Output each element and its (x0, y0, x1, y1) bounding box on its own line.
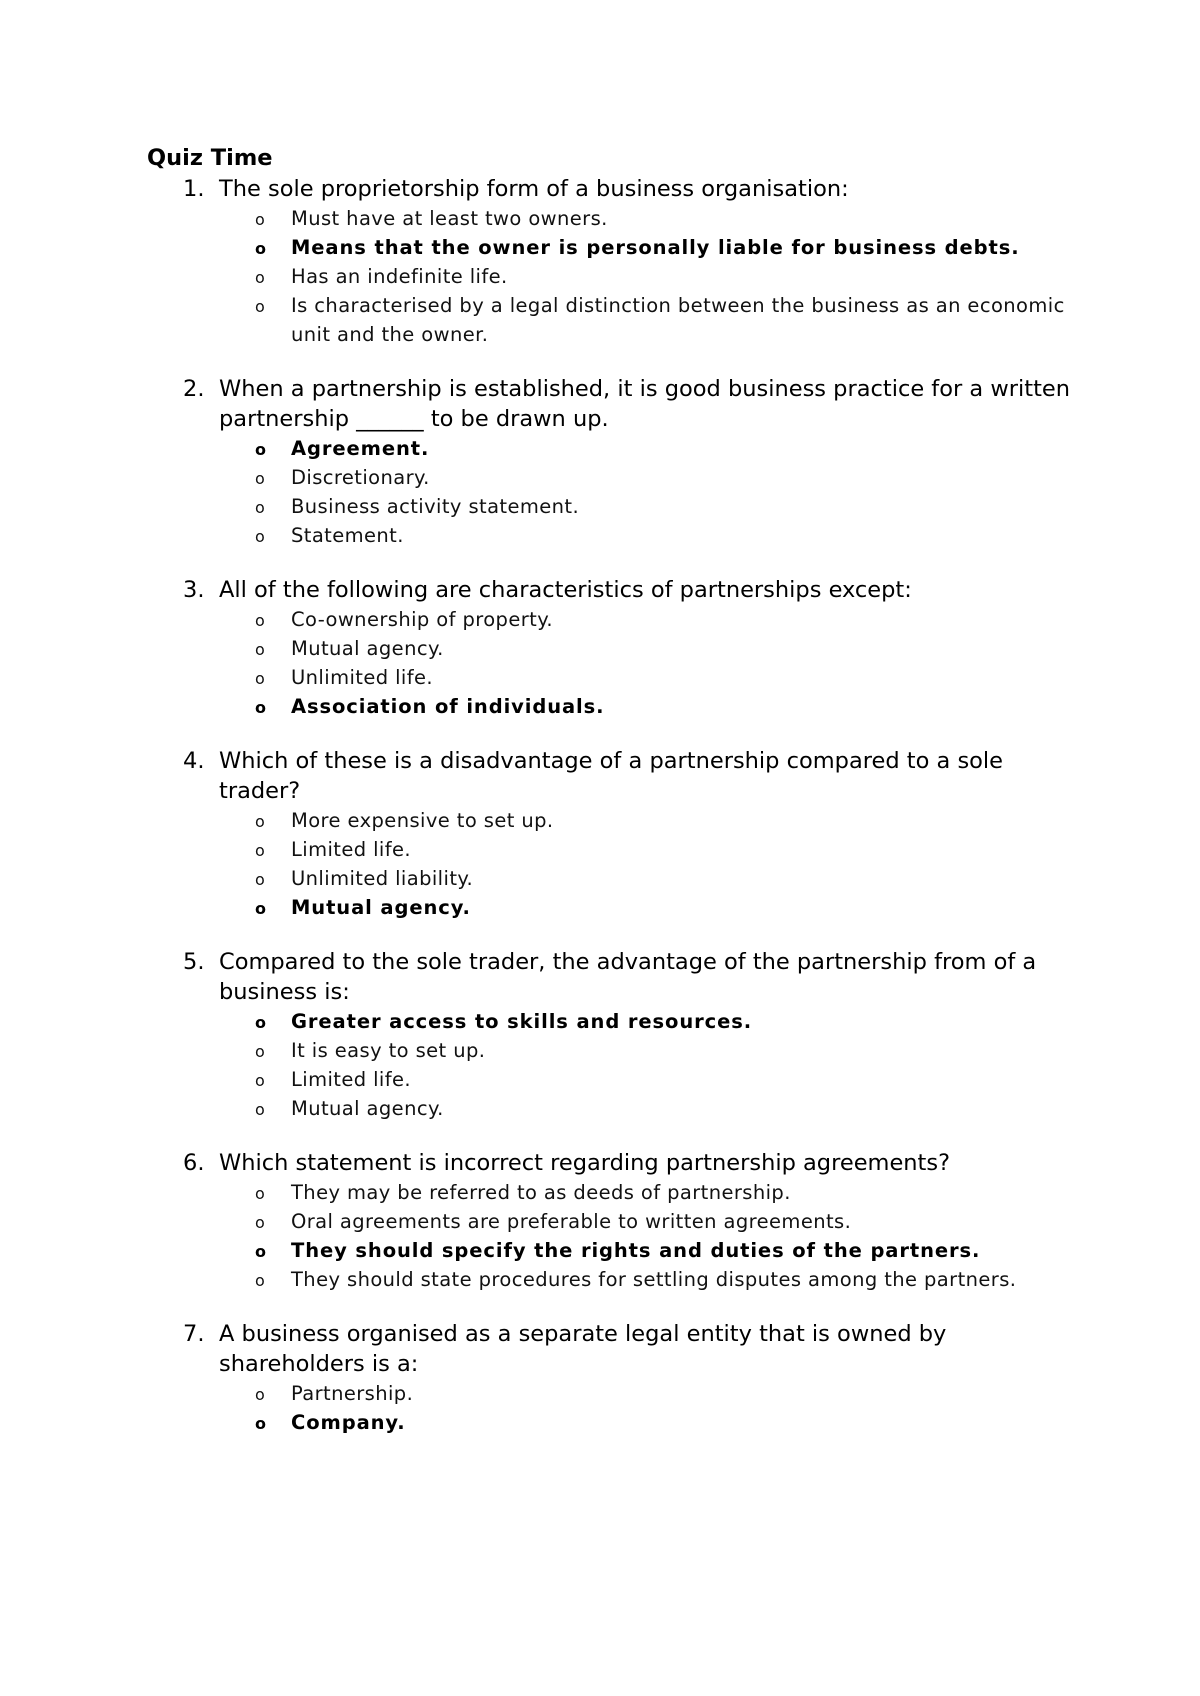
bullet-icon: o (255, 469, 265, 488)
option-item (147, 521, 1077, 550)
option-list (147, 204, 1077, 349)
bullet-icon: o (255, 210, 265, 229)
option-text: Statement. (291, 524, 404, 547)
option-list (147, 1007, 1077, 1123)
question-prompt: Which of these is a disadvantage of a partnership compared to a sole trader? (219, 748, 1004, 804)
option-item (147, 291, 1077, 349)
option-text: They should specify the rights and duties of the partners. (291, 1239, 981, 1262)
question-prompt: The sole proprietorship form of a business organisation: (219, 176, 849, 202)
option-text: Partnership. (291, 1382, 414, 1405)
question-4 (147, 746, 1077, 922)
option-list (147, 605, 1077, 721)
bullet-icon: o (255, 297, 265, 316)
question-number: 5. (183, 949, 205, 975)
question-text (147, 174, 1077, 204)
option-list (147, 806, 1077, 922)
question-prompt: A business organised as a separate legal entity that is owned by shareholders is a: (219, 1321, 947, 1377)
option-text: Mutual agency. (291, 1097, 444, 1120)
option-item (147, 1207, 1077, 1236)
quiz-title: Quiz Time (147, 145, 273, 171)
option-text: Mutual agency. (291, 637, 444, 660)
bullet-icon: o (255, 1271, 265, 1290)
bullet-icon: o (255, 611, 265, 630)
question-text (147, 575, 1077, 605)
quiz-document (147, 142, 1077, 1437)
option-text: Discretionary. (291, 466, 430, 489)
question-number: 1. (183, 176, 205, 202)
bullet-icon: o (255, 1414, 266, 1433)
question-5 (147, 947, 1077, 1123)
bullet-icon: o (255, 640, 265, 659)
option-text: Agreement. (291, 437, 430, 460)
option-text: They may be referred to as deeds of partnership. (291, 1181, 791, 1204)
option-text: Unlimited life. (291, 666, 433, 689)
bullet-icon: o (255, 669, 265, 688)
option-text: Unlimited liability. (291, 867, 474, 890)
option-item (147, 835, 1077, 864)
question-number: 4. (183, 748, 205, 774)
option-text: Means that the owner is personally liable for business debts. (291, 236, 1020, 259)
option-item-correct (147, 233, 1077, 262)
bullet-icon: o (255, 870, 265, 889)
option-item (147, 204, 1077, 233)
option-text: More expensive to set up. (291, 809, 554, 832)
option-text: Is characterised by a legal distinction between the business as an economic unit and the owner. (291, 294, 1065, 346)
bullet-icon: o (255, 1042, 265, 1061)
question-text (147, 1148, 1077, 1178)
option-item (147, 262, 1077, 291)
bullet-icon: o (255, 1100, 265, 1119)
option-text: Oral agreements are preferable to written agreements. (291, 1210, 852, 1233)
option-item-correct (147, 692, 1077, 721)
bullet-icon: o (255, 1071, 265, 1090)
question-number: 7. (183, 1321, 205, 1347)
option-list (147, 434, 1077, 550)
option-text: Mutual agency. (291, 896, 471, 919)
bullet-icon: o (255, 1242, 266, 1261)
bullet-icon: o (255, 239, 266, 258)
option-text: Company. (291, 1411, 406, 1434)
question-number: 6. (183, 1150, 205, 1176)
option-item-correct (147, 893, 1077, 922)
option-text: It is easy to set up. (291, 1039, 486, 1062)
question-prompt: Compared to the sole trader, the advantage of the partnership from of a business is: (219, 949, 1037, 1005)
option-list (147, 1379, 1077, 1437)
option-item (147, 1379, 1077, 1408)
option-item (147, 605, 1077, 634)
bullet-icon: o (255, 527, 265, 546)
option-item (147, 1265, 1077, 1294)
option-item (147, 463, 1077, 492)
question-number: 3. (183, 577, 205, 603)
option-text: Greater access to skills and resources. (291, 1010, 753, 1033)
option-item (147, 634, 1077, 663)
option-item-correct (147, 1007, 1077, 1036)
option-text: They should state procedures for settling disputes among the partners. (291, 1268, 1017, 1291)
question-prompt: When a partnership is established, it is good business practice for a written partnership ______ to be drawn up. (219, 376, 1070, 432)
option-item-correct (147, 434, 1077, 463)
question-2 (147, 374, 1077, 550)
question-6 (147, 1148, 1077, 1294)
option-item (147, 1094, 1077, 1123)
option-text: Limited life. (291, 1068, 412, 1091)
question-text (147, 1319, 1077, 1379)
question-text (147, 947, 1077, 1007)
option-list (147, 1178, 1077, 1294)
option-text: Must have at least two owners. (291, 207, 608, 230)
question-prompt: All of the following are characteristics of partnerships except: (219, 577, 912, 603)
option-item (147, 1178, 1077, 1207)
question-prompt: Which statement is incorrect regarding partnership agreements? (219, 1150, 951, 1176)
question-text (147, 374, 1077, 434)
option-text: Has an indefinite life. (291, 265, 508, 288)
option-text: Limited life. (291, 838, 412, 861)
option-text: Co-ownership of property. (291, 608, 553, 631)
question-list (147, 174, 1077, 1437)
bullet-icon: o (255, 440, 266, 459)
bullet-icon: o (255, 841, 265, 860)
question-1 (147, 174, 1077, 349)
bullet-icon: o (255, 899, 266, 918)
question-7 (147, 1319, 1077, 1437)
bullet-icon: o (255, 1013, 266, 1032)
option-item-correct (147, 1408, 1077, 1437)
bullet-icon: o (255, 1184, 265, 1203)
bullet-icon: o (255, 812, 265, 831)
option-text: Association of individuals. (291, 695, 605, 718)
option-item (147, 806, 1077, 835)
question-text (147, 746, 1077, 806)
question-3 (147, 575, 1077, 721)
bullet-icon: o (255, 1213, 265, 1232)
question-number: 2. (183, 376, 205, 402)
option-item (147, 864, 1077, 893)
option-item-correct (147, 1236, 1077, 1265)
option-item (147, 1065, 1077, 1094)
bullet-icon: o (255, 1385, 265, 1404)
option-item (147, 663, 1077, 692)
bullet-icon: o (255, 498, 265, 517)
bullet-icon: o (255, 268, 265, 287)
option-item (147, 492, 1077, 521)
bullet-icon: o (255, 698, 266, 717)
option-text: Business activity statement. (291, 495, 580, 518)
option-item (147, 1036, 1077, 1065)
